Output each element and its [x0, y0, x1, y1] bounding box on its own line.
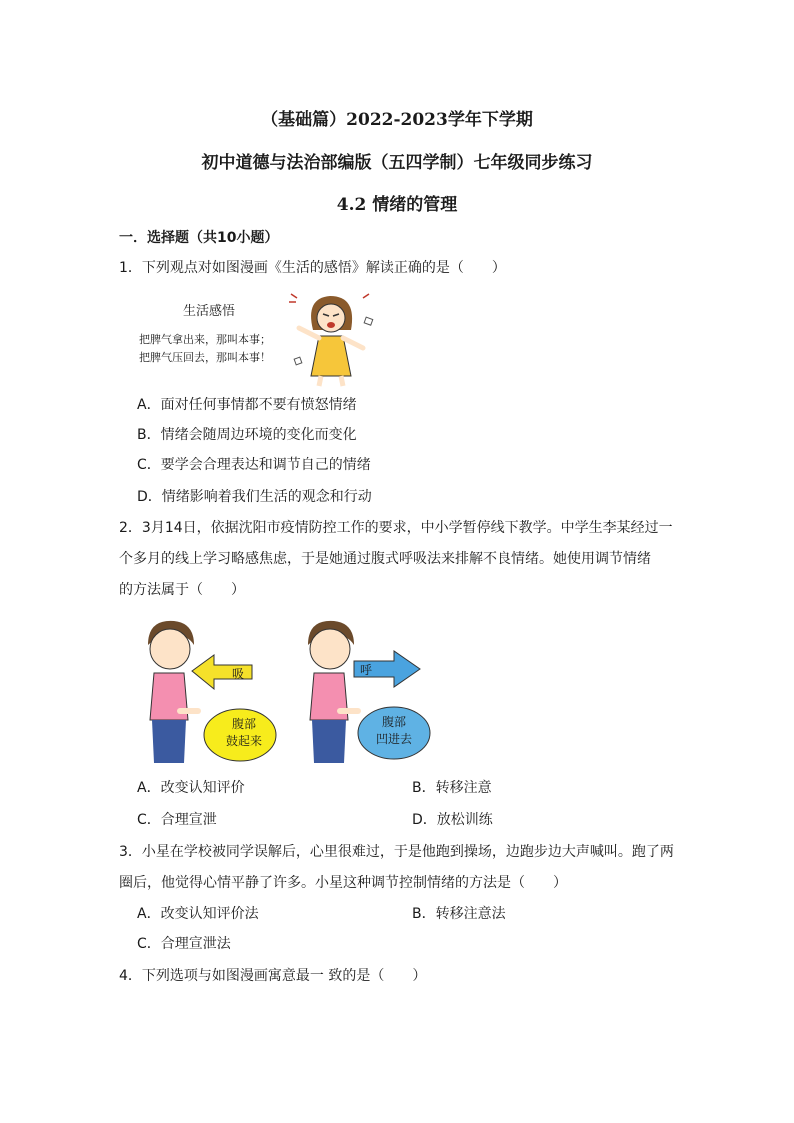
inhale-label: 吸 — [232, 667, 245, 681]
q2-exhale-figure — [300, 615, 440, 765]
q2-option-d[interactable]: D．放松训练 — [412, 812, 493, 828]
bubble2-line2: 凹进去 — [375, 732, 412, 746]
q3-option-c[interactable]: C．合理宣泄法 — [137, 936, 231, 952]
q2-inhale-figure — [140, 615, 280, 765]
q1-option-c[interactable]: C．要学会合理表达和调节自己的情绪 — [137, 457, 371, 473]
q1-comic-title: 生活感悟 — [183, 304, 236, 319]
angry-girl-illustration — [285, 288, 385, 388]
section-heading: 一．选择题（共10小题） — [119, 230, 279, 246]
q3-option-b[interactable]: B．转移注意法 — [412, 906, 506, 922]
q1-option-a[interactable]: A．面对任何事情都不要有愤怒情绪 — [137, 397, 357, 413]
q2-option-b[interactable]: B．转移注意 — [412, 780, 492, 796]
doc-title-line3: 4.2 情绪的管理 — [336, 195, 458, 215]
q1-stem: 1．下列观点对如图漫画《生活的感悟》解读正确的是（ ） — [119, 260, 506, 276]
q4-stem: 4．下列选项与如图漫画寓意最一 致的是（ ） — [119, 968, 427, 984]
exhale-label: 呼 — [360, 663, 373, 677]
bubble1-line1: 腹部 — [231, 717, 256, 731]
q1-option-d[interactable]: D．情绪影响着我们生活的观念和行动 — [137, 489, 372, 505]
doc-title-line2: 初中道德与法治部编版（五四学制）七年级同步练习 — [201, 153, 593, 173]
q3-option-a[interactable]: A．改变认知评价法 — [137, 906, 259, 922]
q2-option-a[interactable]: A．改变认知评价 — [137, 780, 245, 796]
q1-comic-line1: 把脾气拿出来，那叫本事； — [139, 333, 271, 346]
q1-comic-figure — [135, 288, 385, 388]
q2-stem-line3: 的方法属于（ ） — [119, 582, 245, 598]
bubble2-line1: 腹部 — [381, 715, 406, 729]
bubble1-line2: 鼓起来 — [225, 734, 262, 748]
q2-stem-line2: 个多月的线上学习略感焦虑，于是她通过腹式呼吸法来排解不良情绪。她使用调节情绪 — [119, 551, 651, 567]
doc-title-line1: （基础篇）2022-2023学年下学期 — [261, 110, 533, 130]
q3-stem-line1: 3．小星在学校被同学误解后，心里很难过，于是他跑到操场，边跑步边大声喊叫。跑了两 — [119, 844, 674, 860]
q1-option-b[interactable]: B．情绪会随周边环境的变化而变化 — [137, 427, 357, 443]
q2-option-c[interactable]: C．合理宣泄 — [137, 812, 217, 828]
q3-stem-line2: 圈后，他觉得心情平静了许多。小星这种调节控制情绪的方法是（ ） — [119, 875, 567, 891]
q2-stem-line1: 2．3月14日，依据沈阳市疫情防控工作的要求，中小学暂停线下教学。中学生李某经过一 — [119, 520, 673, 536]
q1-comic-line2: 把脾气压回去，那叫本事！ — [139, 351, 271, 364]
